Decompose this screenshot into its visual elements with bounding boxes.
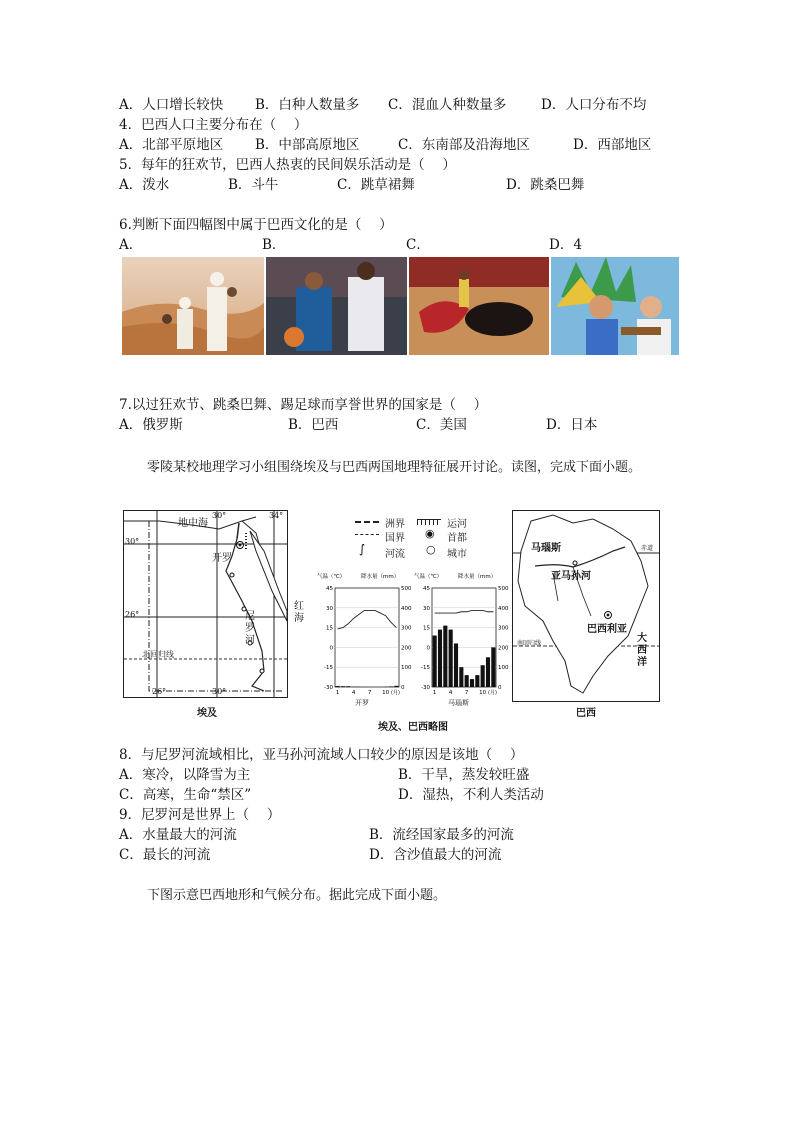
month-tick: 7 (367, 690, 372, 696)
cairo-station-label: 开罗 (355, 699, 369, 707)
q4-option-d[interactable]: D．西部地区 (573, 137, 652, 153)
month-axis-label: (月) (391, 690, 400, 696)
temp-axis-label: 气温（℃） (317, 574, 346, 580)
label-amazon: 亚马孙河 (551, 571, 591, 582)
label-cairo: 开罗 (212, 553, 232, 564)
q8-option-a[interactable]: A．寒冷，以降雪为主 (119, 767, 251, 783)
precip-bar (341, 686, 345, 687)
precip-bar (346, 686, 350, 687)
intro-paragraph-1: 零陵某校地理学习小组围绕埃及与巴西两国地理特征展开讨论。读图，完成下面小题。 (147, 460, 642, 475)
label-lon26: 26° (152, 687, 167, 696)
label-tropic-capricorn: 南回归线 (517, 640, 542, 647)
q9-option-b[interactable]: B．流经国家最多的河流 (369, 827, 514, 843)
q5-option-a[interactable]: A．泼水 (119, 177, 170, 193)
photo-samba-carnival[interactable] (551, 257, 679, 355)
q6-option-a[interactable]: A． (119, 237, 143, 253)
label-nile: 尼罗河 (245, 611, 255, 646)
label-mediterranean: 地中海 (178, 518, 208, 529)
temp-tick: 45 (326, 586, 333, 592)
q3-option-a[interactable]: A．人口增长较快 (119, 97, 224, 113)
temperature-line (435, 610, 494, 613)
month-tick: 1 (432, 690, 437, 696)
q9-option-d[interactable]: D．含沙值最大的河流 (369, 847, 502, 863)
caption-egypt: 埃及 (197, 708, 217, 719)
temp-tick: 0 (329, 645, 333, 652)
q9-option-a[interactable]: A．水量最大的河流 (119, 827, 237, 843)
label-atlantic: 大西洋 (637, 633, 647, 668)
precip-bar (438, 630, 442, 687)
q4-option-a[interactable]: A．北部平原地区 (119, 137, 224, 153)
temp-tick: -30 (324, 685, 333, 691)
legend-continent-symbol (355, 521, 379, 523)
q4-option-b[interactable]: B．中部高原地区 (255, 137, 360, 153)
manaus-station-label: 马瑙斯 (448, 699, 469, 707)
precip-bar (443, 626, 447, 687)
q8-option-b[interactable]: B．干旱，蒸发较旺盛 (398, 767, 530, 783)
legend-capital: 首都 (447, 533, 467, 544)
temperature-line (338, 610, 397, 628)
temp-tick: 30 (326, 605, 333, 612)
q3-option-c[interactable]: C．混血人种数量多 (388, 97, 507, 113)
label-red-sea: 红海 (294, 601, 304, 624)
egypt-map (123, 510, 304, 698)
precip-bar (475, 675, 479, 687)
photo-bullfight[interactable] (409, 257, 549, 355)
temp-tick: -15 (324, 665, 333, 672)
climate-chart-cairo (317, 570, 417, 720)
q9-stem: 9．尼罗河是世界上（ ） (119, 807, 281, 823)
month-tick: 4 (448, 690, 453, 696)
precip-bar (389, 686, 393, 687)
temp-tick: 30 (423, 605, 430, 612)
q8-stem: 8．与尼罗河流域相比，亚马孙河流域人口较少的原因是该地（ ） (119, 747, 524, 763)
caption-figure: 埃及、巴西略图 (378, 722, 448, 733)
precip-bar (481, 665, 485, 687)
q5-option-c[interactable]: C．跳草裙舞 (337, 177, 415, 193)
precip-bar (459, 667, 463, 687)
climate-chart-manaus (414, 570, 514, 720)
brazil-map (512, 510, 660, 702)
photo-desert-falconers[interactable] (122, 257, 264, 355)
q6-option-c[interactable]: C． (406, 237, 430, 253)
precip-bar (394, 686, 398, 687)
legend-canal: 运河 (447, 519, 467, 530)
legend-border-symbol (355, 534, 379, 535)
legend-canal-symbol (417, 519, 441, 525)
precip-tick: 400 (401, 605, 412, 612)
precip-bar (454, 643, 458, 687)
label-lat30: 30° (125, 537, 140, 546)
plot-frame (335, 588, 399, 687)
q5-option-d[interactable]: D．跳桑巴舞 (506, 177, 585, 193)
precip-tick: 300 (498, 625, 509, 632)
q5-option-b[interactable]: B．斗牛 (228, 177, 279, 193)
precip-tick: 100 (498, 665, 509, 672)
q8-option-d[interactable]: D．湿热，不利人类活动 (398, 787, 544, 803)
legend-border: 国界 (385, 533, 405, 544)
precip-axis-label: 降水量（mm） (458, 574, 497, 580)
precip-bar (486, 657, 490, 687)
label-brasilia: 巴西利亚 (587, 624, 627, 635)
precip-tick: 400 (498, 605, 509, 612)
q7-option-c[interactable]: C．美国 (416, 417, 467, 433)
temp-tick: 15 (326, 625, 333, 632)
precip-bar (336, 686, 340, 687)
legend-city: 城市 (447, 549, 467, 560)
intro-paragraph-2: 下图示意巴西地形和气候分布。据此完成下面小题。 (147, 888, 447, 903)
q7-stem: 7.以过狂欢节、跳桑巴舞、踢足球而享誉世界的国家是（ ） (119, 397, 488, 413)
temp-tick: -15 (421, 665, 430, 672)
precip-tick: 100 (401, 665, 412, 672)
temp-axis-label: 气温（℃） (414, 574, 443, 580)
q8-option-c[interactable]: C．高寒，生命“禁区” (119, 787, 252, 803)
label-lat26: 26° (125, 610, 140, 619)
temp-tick: -30 (421, 685, 430, 691)
temp-tick: 0 (426, 645, 430, 652)
precip-tick: 0 (498, 685, 502, 691)
precip-bar (433, 636, 437, 687)
precip-axis-label: 降水量（mm） (361, 574, 400, 580)
label-manaus: 马瑙斯 (531, 543, 561, 554)
q6-option-d[interactable]: D．4 (549, 237, 582, 253)
q3-option-b[interactable]: B．白种人数量多 (255, 97, 360, 113)
q3-option-d[interactable]: D．人口分布不均 (541, 97, 647, 113)
precip-tick: 500 (401, 586, 412, 592)
precip-tick: 300 (401, 625, 412, 632)
q4-stem: 4．巴西人口主要分布在（ ） (119, 117, 308, 133)
caption-brazil: 巴西 (576, 708, 596, 719)
q7-option-b[interactable]: B．巴西 (288, 417, 339, 433)
precip-bar (470, 679, 474, 687)
precip-tick: 200 (401, 645, 412, 652)
q6-option-b[interactable]: B． (262, 237, 286, 253)
precip-bar (491, 647, 495, 687)
precip-tick: 0 (401, 685, 405, 691)
month-tick: 10 (479, 690, 487, 696)
q4-option-c[interactable]: C．东南部及沿海地区 (398, 137, 530, 153)
label-tropic-cancer: 北回归线 (142, 650, 174, 659)
precip-bar (449, 630, 453, 687)
precip-tick: 200 (498, 645, 509, 652)
map-legend (355, 515, 485, 567)
precip-tick: 500 (498, 586, 509, 592)
q7-option-d[interactable]: D．日本 (546, 417, 598, 433)
month-axis-label: (月) (488, 690, 497, 696)
q6-stem: 6.判断下面四幅图中属于巴西文化的是（ ） (119, 217, 393, 233)
legend-river: 河流 (385, 549, 405, 560)
label-lon34: 34° (269, 511, 284, 520)
label-lon30: 30° (212, 687, 227, 696)
month-tick: 1 (335, 690, 340, 696)
month-tick: 4 (351, 690, 356, 696)
precip-bar (465, 675, 469, 687)
legend-capital-icon: ◉ (425, 527, 435, 540)
label-lon30-top: 30° (212, 511, 227, 520)
legend-continent: 洲界 (385, 519, 405, 530)
label-equator: 赤道 (641, 545, 654, 552)
month-tick: 10 (382, 690, 390, 696)
q7-option-a[interactable]: A．俄罗斯 (119, 417, 183, 433)
photo-basketball[interactable] (266, 257, 407, 355)
legend-city-icon: ○ (426, 543, 436, 556)
temp-tick: 45 (423, 586, 430, 592)
q5-stem: 5．每年的狂欢节，巴西人热衷的民间娱乐活动是（ ） (119, 157, 456, 173)
q9-option-c[interactable]: C．最长的河流 (119, 847, 211, 863)
temp-tick: 15 (423, 625, 430, 632)
legend-river-icon: ∫ (359, 542, 366, 556)
month-tick: 7 (464, 690, 469, 696)
